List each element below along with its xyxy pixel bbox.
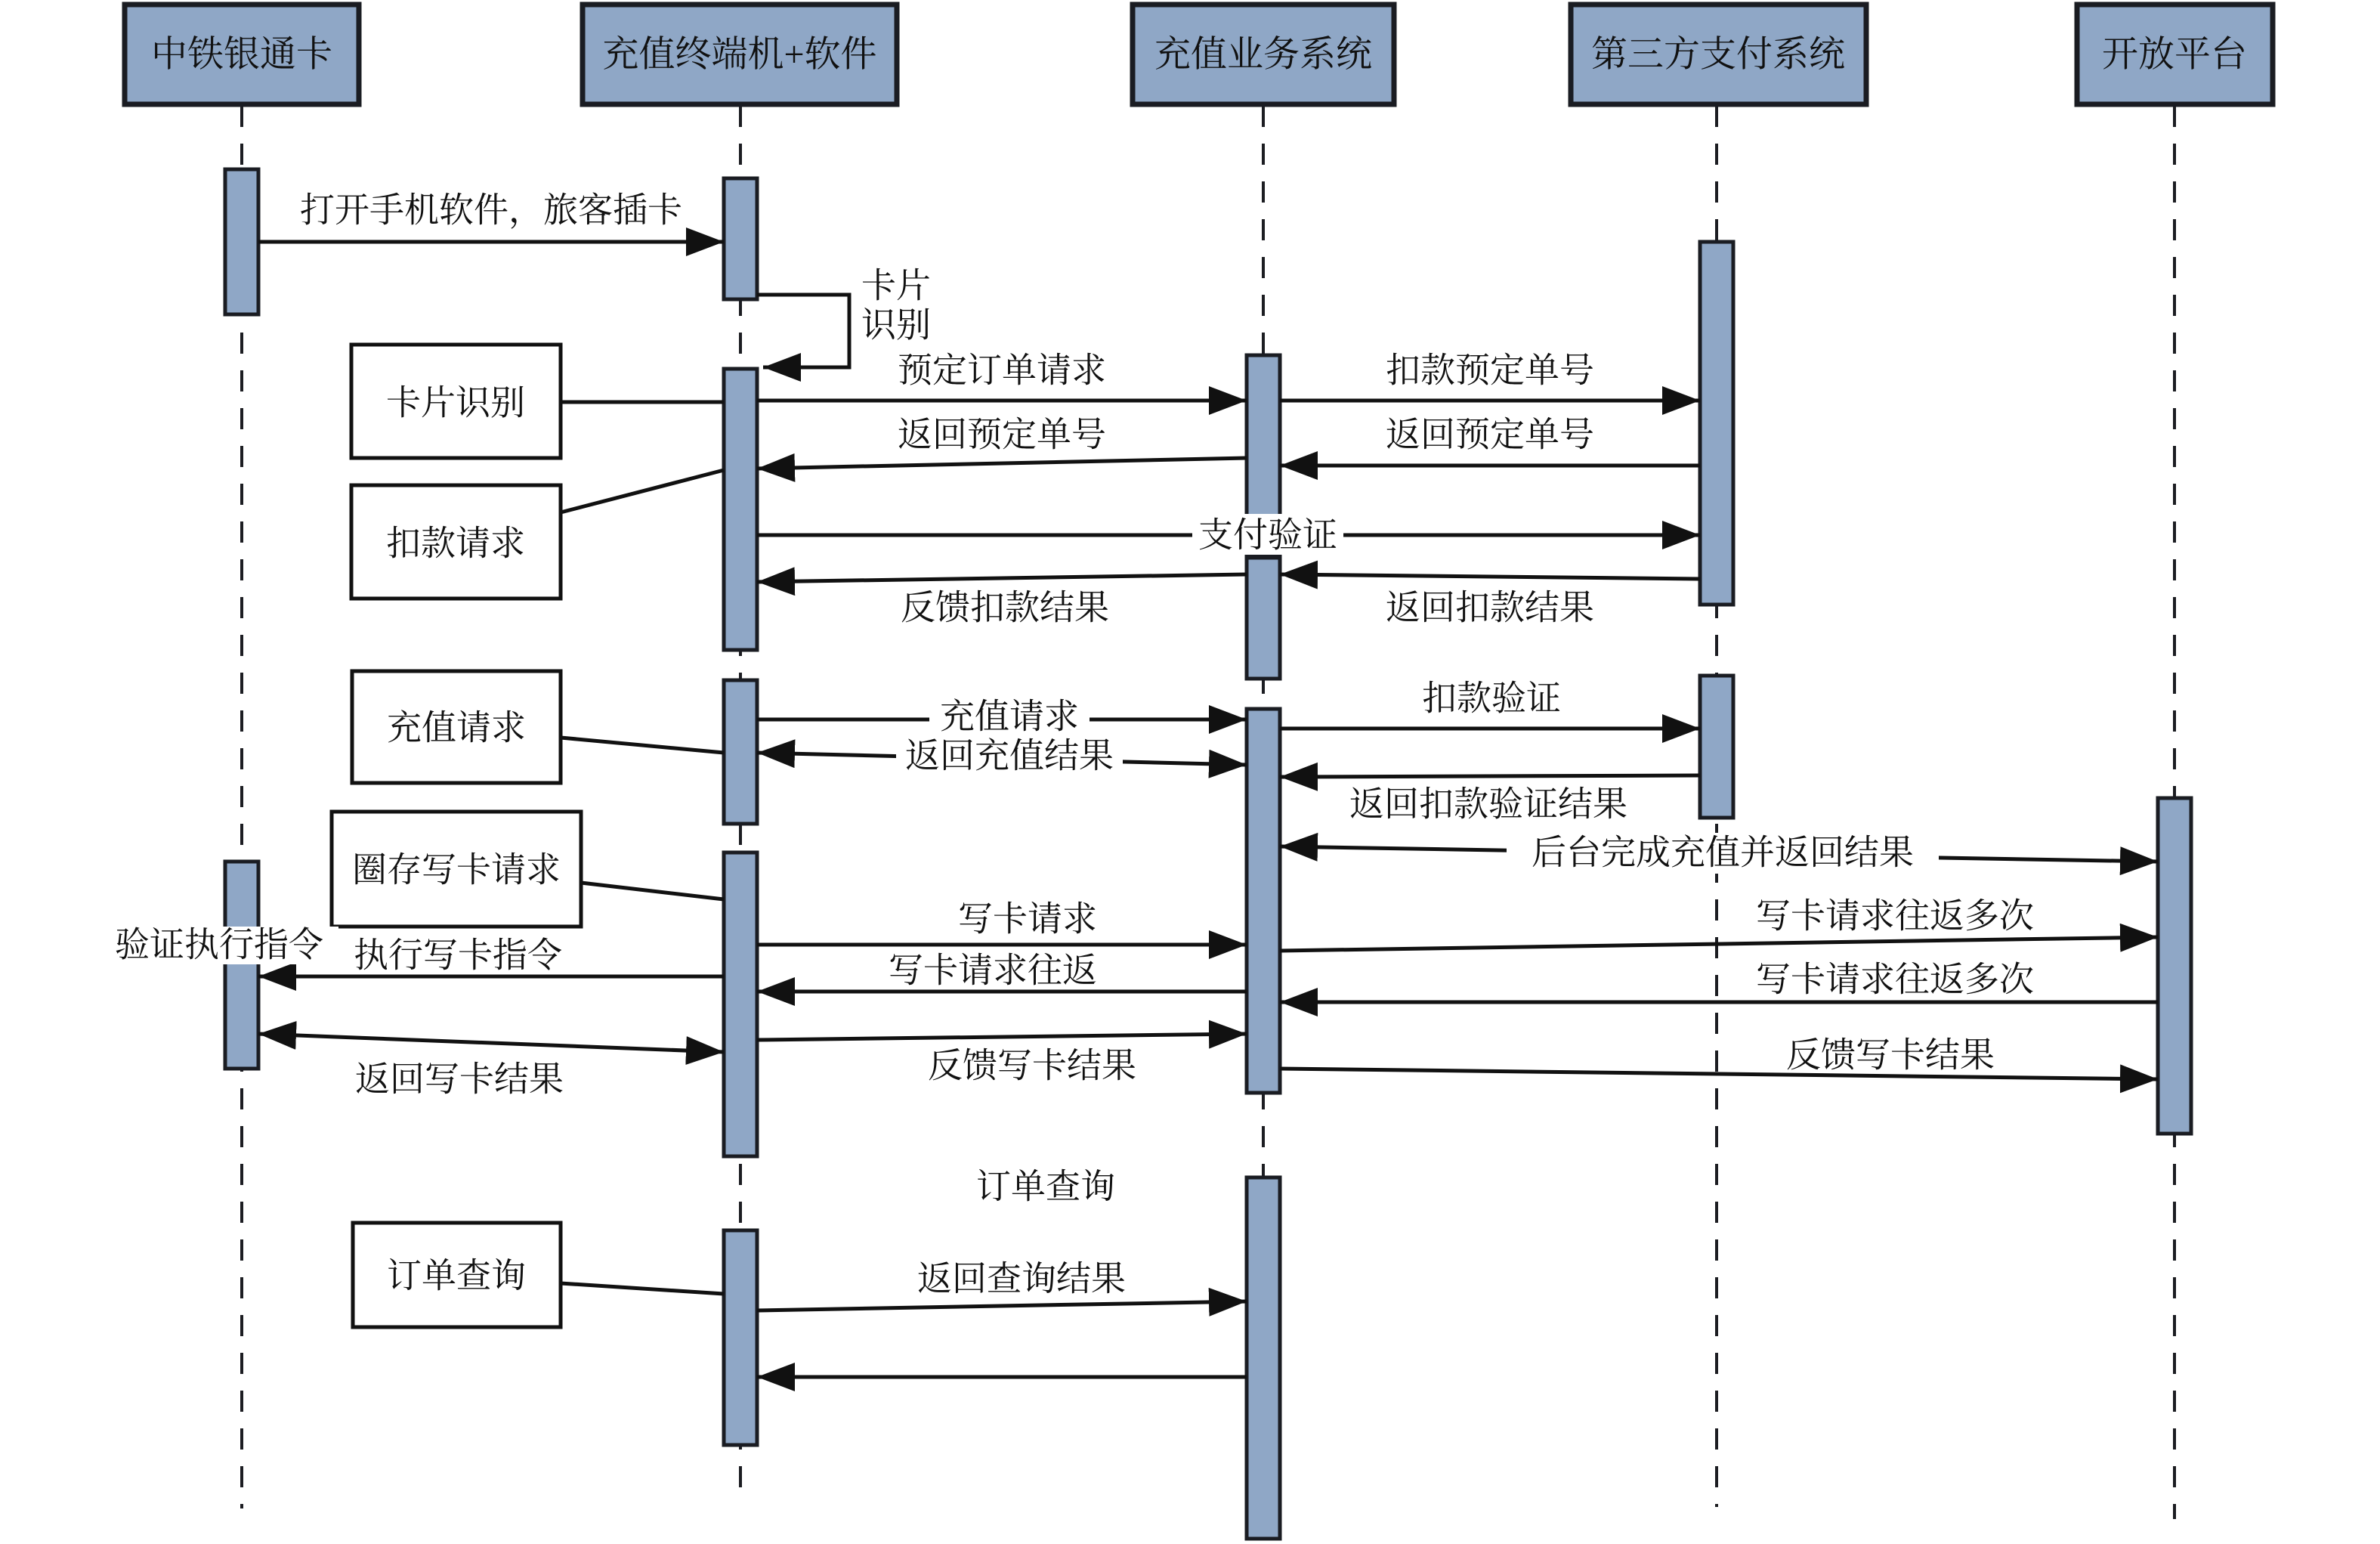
msg-return-deduction-result [1280,574,1700,627]
msg-deduction-verification-label: 扣款验证 [1422,679,1561,718]
side-box-card-recognition-label: 卡片识别 [386,383,525,422]
msg-return-query-result [757,1260,1247,1311]
msg-order-query-floating [976,1168,1115,1206]
activation-card-2 [225,862,258,1069]
msg-return-deduction-result-label: 返回扣款结果 [1386,588,1594,627]
msg-execute-write-card-command-label: 执行写卡指令 [354,936,562,975]
msg-verify-execute-command [100,926,338,965]
side-box-card-recognition [351,345,724,458]
msg-recharge-request-label: 充值请求 [940,697,1079,736]
msg-feedback-write-card-result-right-arrow [1280,1069,2158,1079]
msg-return-deduction-verification-result-label: 返回扣款验证结果 [1349,784,1627,824]
msg-reserve-order-request [757,351,1247,401]
msg-return-write-card-result-label: 返回写卡结果 [355,1060,564,1099]
msg-feedback-write-card-result-right [1280,1036,2158,1080]
msg-open-app-insert-card-label: 打开手机软件，旅客插卡 [300,190,682,230]
msg-reserve-order-request-label: 预定订单请求 [898,351,1106,390]
msg-return-query-result-arrow [757,1301,1247,1310]
msg-deduction-verification [1280,679,1700,729]
activation-terminal-4 [724,852,757,1156]
activation-terminal-2 [724,369,757,650]
msg-backend-complete-recharge [1280,833,2158,874]
activation-third-party-2 [1700,676,1733,818]
msg-payment-verification [757,514,1700,555]
actor-third-party [1571,5,1866,104]
actor-open-platform [2077,5,2273,104]
msg-write-card-roundtrip-multi-2 [1280,961,2158,1003]
msg-feedback-deduction-result-label: 反馈扣款结果 [901,588,1109,627]
msg-card-recognition-self-label-2: 识别 [861,305,931,345]
msg-write-card-roundtrip-multi-2-label: 写卡请求往返多次 [1756,960,2034,999]
activation-business-4 [1247,1177,1280,1539]
side-box-recharge-request-label: 充值请求 [387,708,526,747]
msg-return-write-card-result-arrow [258,1034,724,1052]
msg-feedback-write-card-result-right-label: 反馈写卡结果 [1786,1035,1995,1075]
side-box-order-query [353,1223,724,1327]
side-box-order-query-label: 订单查询 [387,1256,526,1295]
msg-feedback-deduction-result-arrow [757,574,1247,582]
msg-verify-execute-command-label: 验证执行指令 [115,925,323,964]
msg-return-recharge-result-label: 返回充值结果 [905,736,1114,775]
msg-write-card-roundtrip-multi-1 [1280,897,2158,951]
msg-payment-verification-label: 支付验证 [1198,515,1337,555]
activation-business-2 [1247,558,1280,679]
connector-order-query [561,1283,724,1294]
msg-recharge-request [757,698,1247,738]
connector-deduction-request [561,470,724,512]
msg-return-recharge-result [757,737,1247,778]
connector-load-write-card-request [581,883,724,899]
actor-business-system [1133,5,1394,104]
msg-open-app-insert-card [258,191,724,243]
actor-business-system-label: 充值业务系统 [1154,34,1373,75]
connector-recharge-request [561,738,724,753]
msg-write-card-request-label: 写卡请求 [958,899,1097,939]
msg-deduct-reserve-number-label: 扣款预定单号 [1386,351,1594,390]
msg-card-recognition-self-arrow [757,295,849,367]
actor-third-party-label: 第三方支付系统 [1590,34,1846,75]
actor-terminal [583,5,897,104]
msg-return-deduction-verification-result-arrow [1280,775,1700,777]
side-box-deduction-request [351,470,724,599]
msg-return-query-result-label: 返回查询结果 [917,1259,1126,1298]
actor-open-platform-label: 开放平台 [2101,34,2248,75]
msg-deduct-reserve-number [1280,351,1700,401]
msg-order-query-floating-label: 订单查询 [976,1167,1115,1206]
msg-card-recognition-self-label-1: 卡片 [861,266,931,305]
activation-open-platform-1 [2158,798,2191,1134]
activation-terminal-3 [724,680,757,824]
msg-return-reserve-number-right-label: 返回预定单号 [1386,415,1594,454]
activation-card-1 [225,169,258,314]
activation-terminal-5 [724,1230,757,1445]
actor-card [125,5,359,104]
activation-third-party-1 [1700,242,1733,605]
side-box-recharge-request [352,671,724,783]
msg-return-reserve-number-right [1280,416,1700,466]
msg-write-card-roundtrip-multi-1-arrow [1280,937,2158,951]
msg-feedback-write-card-result-mid-label: 反馈写卡结果 [928,1046,1136,1085]
msg-backend-complete-recharge-label: 后台完成充值并返回结果 [1532,833,1914,872]
msg-return-reserve-number-left-label: 返回预定单号 [898,415,1106,454]
side-box-deduction-request-label: 扣款请求 [386,524,525,563]
activation-business-3 [1247,709,1280,1093]
side-box-load-write-card-request-label: 圈存写卡请求 [352,850,561,890]
msg-feedback-deduction-result [757,574,1247,627]
activation-terminal-1 [724,178,757,299]
msg-feedback-write-card-result-mid-arrow [757,1034,1247,1040]
msg-write-card-roundtrip [757,951,1247,992]
side-box-load-write-card-request [332,812,724,927]
msg-write-card-roundtrip-multi-1-label: 写卡请求往返多次 [1756,896,2034,936]
msg-feedback-write-card-result-mid [757,1034,1247,1085]
actor-card-label: 中铁银通卡 [150,34,333,75]
msg-write-card-roundtrip-label: 写卡请求往返 [889,951,1097,990]
actor-terminal-label: 充值终端机+软件 [602,34,877,75]
msg-return-reserve-number-left-arrow [757,458,1247,469]
msg-return-deduction-verification-result [1280,775,1700,824]
msg-return-deduction-result-arrow [1280,574,1700,579]
msg-return-reserve-number-left [757,416,1247,469]
msg-return-write-card-result [258,1034,724,1099]
msg-write-card-request [757,900,1247,945]
